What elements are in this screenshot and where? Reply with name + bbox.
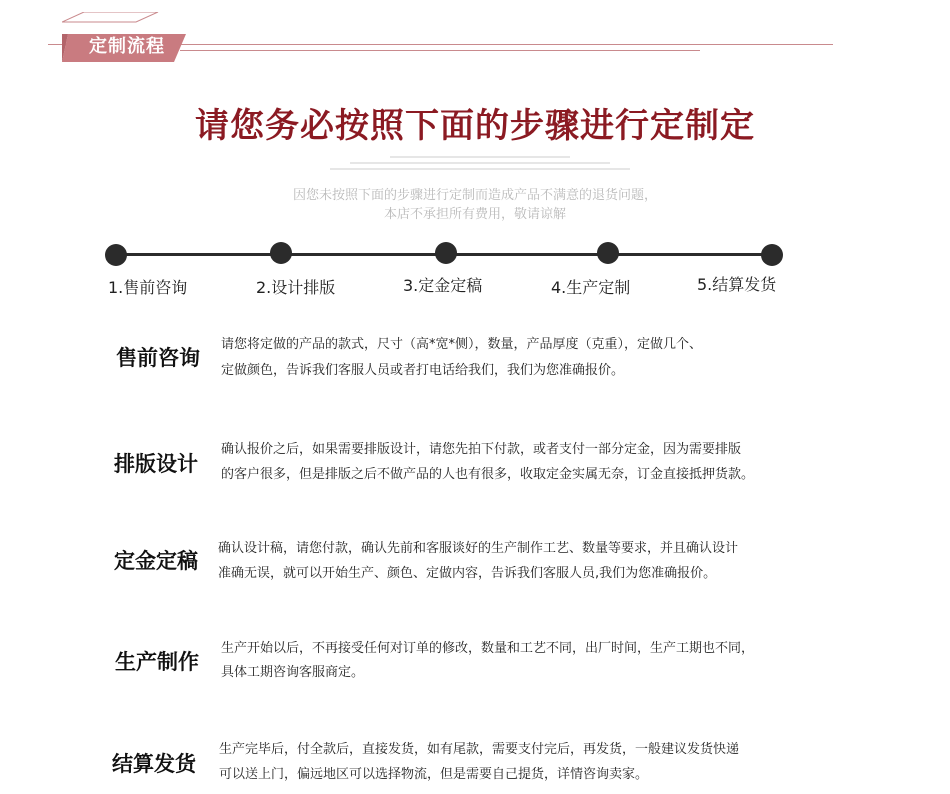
section-title-layout: 排版设计 xyxy=(114,452,198,476)
step-label-4: 4.生产定制 xyxy=(551,278,631,297)
timeline-dot xyxy=(597,242,619,264)
section-text-line: 确认设计稿，请您付款，确认先前和客服谈好的生产制作工艺、数量等要求，并且确认设计 xyxy=(218,541,739,556)
section-text-line: 可以送上门，偏远地区可以选择物流，但是需要自己提货，详情咨询卖家。 xyxy=(219,767,649,782)
notice-line: 因您未按照下面的步骤进行定制而造成产品不满意的退货问题， xyxy=(292,188,657,203)
step-label-5: 5.结算发货 xyxy=(697,275,777,294)
section-text-line: 具体工期咨询客服商定。 xyxy=(221,665,365,680)
section-text-line: 请您将定做的产品的款式，尺寸（高*宽*侧），数量，产品厚度（克重），定做几个、 xyxy=(221,337,703,352)
step-label-3: 3.定金定稿 xyxy=(403,276,483,295)
section-title-deposit: 定金定稿 xyxy=(114,549,198,573)
timeline-dot xyxy=(105,244,127,266)
header-rule-bottom xyxy=(180,50,700,51)
section-text-line: 生产开始以后，不再接受任何对订单的修改，数量和工艺不同，出厂时间，生产工期也不同， xyxy=(221,641,755,656)
section-text-line: 准确无误，就可以开始生产、颜色、定做内容，告诉我们客服人员,我们为您准确报价。 xyxy=(218,566,717,581)
timeline-dot xyxy=(435,242,457,264)
section-text-line: 的客户很多，但是排版之后不做产品的人也有很多，收取定金实属无奈，订金直接抵押货款。 xyxy=(221,467,755,482)
section-text-line: 生产完毕后，付全款后，直接发货，如有尾款，需要支付完后，再发货，一般建议发货快递 xyxy=(219,742,740,757)
section-title-presale: 售前咨询 xyxy=(116,346,200,370)
timeline-dot xyxy=(270,242,292,264)
section-title-production: 生产制作 xyxy=(115,650,199,674)
decorative-faint-lines xyxy=(330,152,630,182)
section-text-line: 确认报价之后，如果需要排版设计，请您先拍下付款，或者支付一部分定金，因为需要排版 xyxy=(221,442,742,457)
tag-label: 定制流程 xyxy=(89,36,165,57)
step-label-1: 1.售前咨询 xyxy=(108,278,188,297)
step-label-2: 2.设计排版 xyxy=(256,278,336,297)
section-text-line: 定做颜色，告诉我们客服人员或者打电话给我们，我们为您准确报价。 xyxy=(221,363,625,378)
timeline-dot xyxy=(761,244,783,266)
notice-line: 本店不承担所有费用，敬请谅解 xyxy=(383,207,566,222)
page-title: 请您务必按照下面的步骤进行定制定 xyxy=(195,106,755,146)
section-title-settlement: 结算发货 xyxy=(112,752,196,776)
refund-notice xyxy=(0,186,950,224)
